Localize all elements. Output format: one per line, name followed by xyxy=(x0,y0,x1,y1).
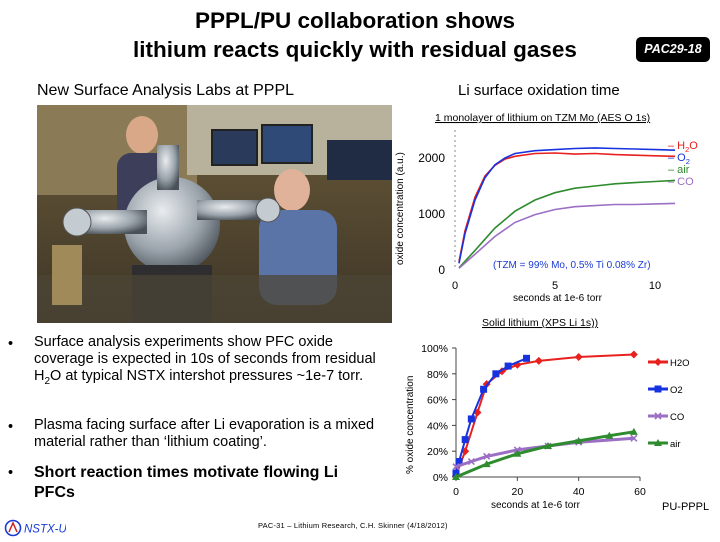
chart2-point xyxy=(655,386,662,393)
chart1-legend-entry: – CO xyxy=(668,176,694,188)
chart2-legend-label: air xyxy=(670,439,681,450)
chart1-legend-entry: – $H_2O$ xyxy=(668,140,698,154)
chart2-ylabel: % oxide concentration xyxy=(405,375,416,474)
chart1-note: (TZM = 99% Mo, 0.5% Ti 0.08% Zr) xyxy=(493,260,651,271)
footer-citation: PAC-31 – Lithium Research, C.H. Skinner (4/18/2012) xyxy=(258,521,448,530)
chart1-x-tick-label: 10 xyxy=(648,280,662,292)
chart2-y-tick-label: 20% xyxy=(426,446,448,459)
slide-title xyxy=(90,6,620,64)
chart1-series-line-3 xyxy=(459,180,675,267)
chart2-y-tick-label: 100% xyxy=(421,343,448,355)
chart1-legend-entry: – air xyxy=(668,164,690,176)
chart1-legend-entry: – $O_2$ xyxy=(668,152,690,166)
lab-photo xyxy=(37,105,392,323)
chart1-y-tick-label: 0 xyxy=(438,263,445,277)
bullet-3-text: Short reaction times motivate flowing Li PFCs xyxy=(34,464,339,501)
chart1-plot-area xyxy=(455,130,675,270)
chart2-legend xyxy=(648,358,690,450)
chart2-point xyxy=(468,415,475,422)
chart2-x-tick-label: 60 xyxy=(634,486,646,498)
chart2-point xyxy=(654,358,662,366)
chart2-title: Solid lithium (XPS Li 1s)) xyxy=(482,317,599,329)
chart2-series-line-3 xyxy=(456,438,634,466)
chart1-series-line-4 xyxy=(459,203,675,268)
bullet-1-part-2: O at typical NSTX intershot pressures ~1e-7 torr. xyxy=(50,368,364,384)
chart1-ylabel: oxide concentration (a.u.) xyxy=(395,152,406,265)
chart2-point xyxy=(535,357,543,365)
bullet-marker: • xyxy=(8,419,14,435)
chart2-legend-label: CO xyxy=(670,412,685,423)
chart2-point xyxy=(462,436,469,443)
chart2-plot-area xyxy=(452,348,640,481)
chart1-x-tick-label: 5 xyxy=(551,280,559,292)
chart2-legend-label: O2 xyxy=(670,385,683,396)
chart2-point xyxy=(492,370,499,377)
bullet-marker: • xyxy=(8,336,14,352)
bullet-1-text xyxy=(34,334,379,390)
chart2-xlabel: seconds at 1e-6 torr xyxy=(491,500,580,511)
oxidation-chart-tzm xyxy=(385,105,720,305)
chart2-y-tick-label: 0% xyxy=(432,472,448,484)
chart2-x-tick-label: 40 xyxy=(572,486,585,498)
footer-logo-text: NSTX-U xyxy=(24,523,66,536)
title-line-1: PPPL/PU collaboration shows xyxy=(194,8,516,33)
chart2-point xyxy=(480,386,487,393)
chart2-point xyxy=(505,363,512,370)
slide-number-badge: PAC29-18 xyxy=(636,37,710,62)
bullet-1-part-1: Surface analysis experiments show PFC oxide coverage is expected in 10s of seconds from residual H xyxy=(34,334,376,384)
chart1-legend xyxy=(668,140,698,188)
bullet-marker: • xyxy=(8,465,14,481)
right-heading: Li surface oxidation time xyxy=(458,82,620,99)
chart1-title: 1 monolayer of lithium on TZM Mo (AES O 1s) xyxy=(435,112,651,124)
bullet-1-subscript: 2 xyxy=(44,375,51,387)
chart2-x-tick-label: 20 xyxy=(511,486,524,498)
chart2-x-tick-label: 0 xyxy=(453,486,459,498)
chart1-xlabel: seconds at 1e-6 torr xyxy=(513,293,602,304)
chart1-y-tick-label: 1000 xyxy=(418,207,445,221)
chart2-point xyxy=(630,350,638,358)
chart1-series-line-2 xyxy=(459,148,675,263)
footer-organization: PU-PPPL xyxy=(662,501,710,513)
left-heading: New Surface Analysis Labs at PPPL xyxy=(37,82,295,99)
chart2-point xyxy=(523,355,530,362)
chart2-legend-label: H2O xyxy=(670,358,690,369)
bullet-2-text: Plasma facing surface after Li evaporation is a mixed material rather than ‘lithium coating’. xyxy=(34,417,375,450)
chart1-x-tick-label: 0 xyxy=(451,280,459,292)
title-line-2: lithium reacts quickly with residual gases xyxy=(133,37,577,62)
oxidation-chart-solid-li xyxy=(385,312,720,517)
chart2-point xyxy=(575,353,583,361)
chart2-y-tick-label: 80% xyxy=(426,368,448,381)
chart1-y-tick-label: 2000 xyxy=(418,151,445,165)
chart2-y-tick-label: 40% xyxy=(426,420,448,433)
chart2-y-tick-label: 60% xyxy=(426,394,448,407)
nstx-u-logo xyxy=(4,519,66,537)
